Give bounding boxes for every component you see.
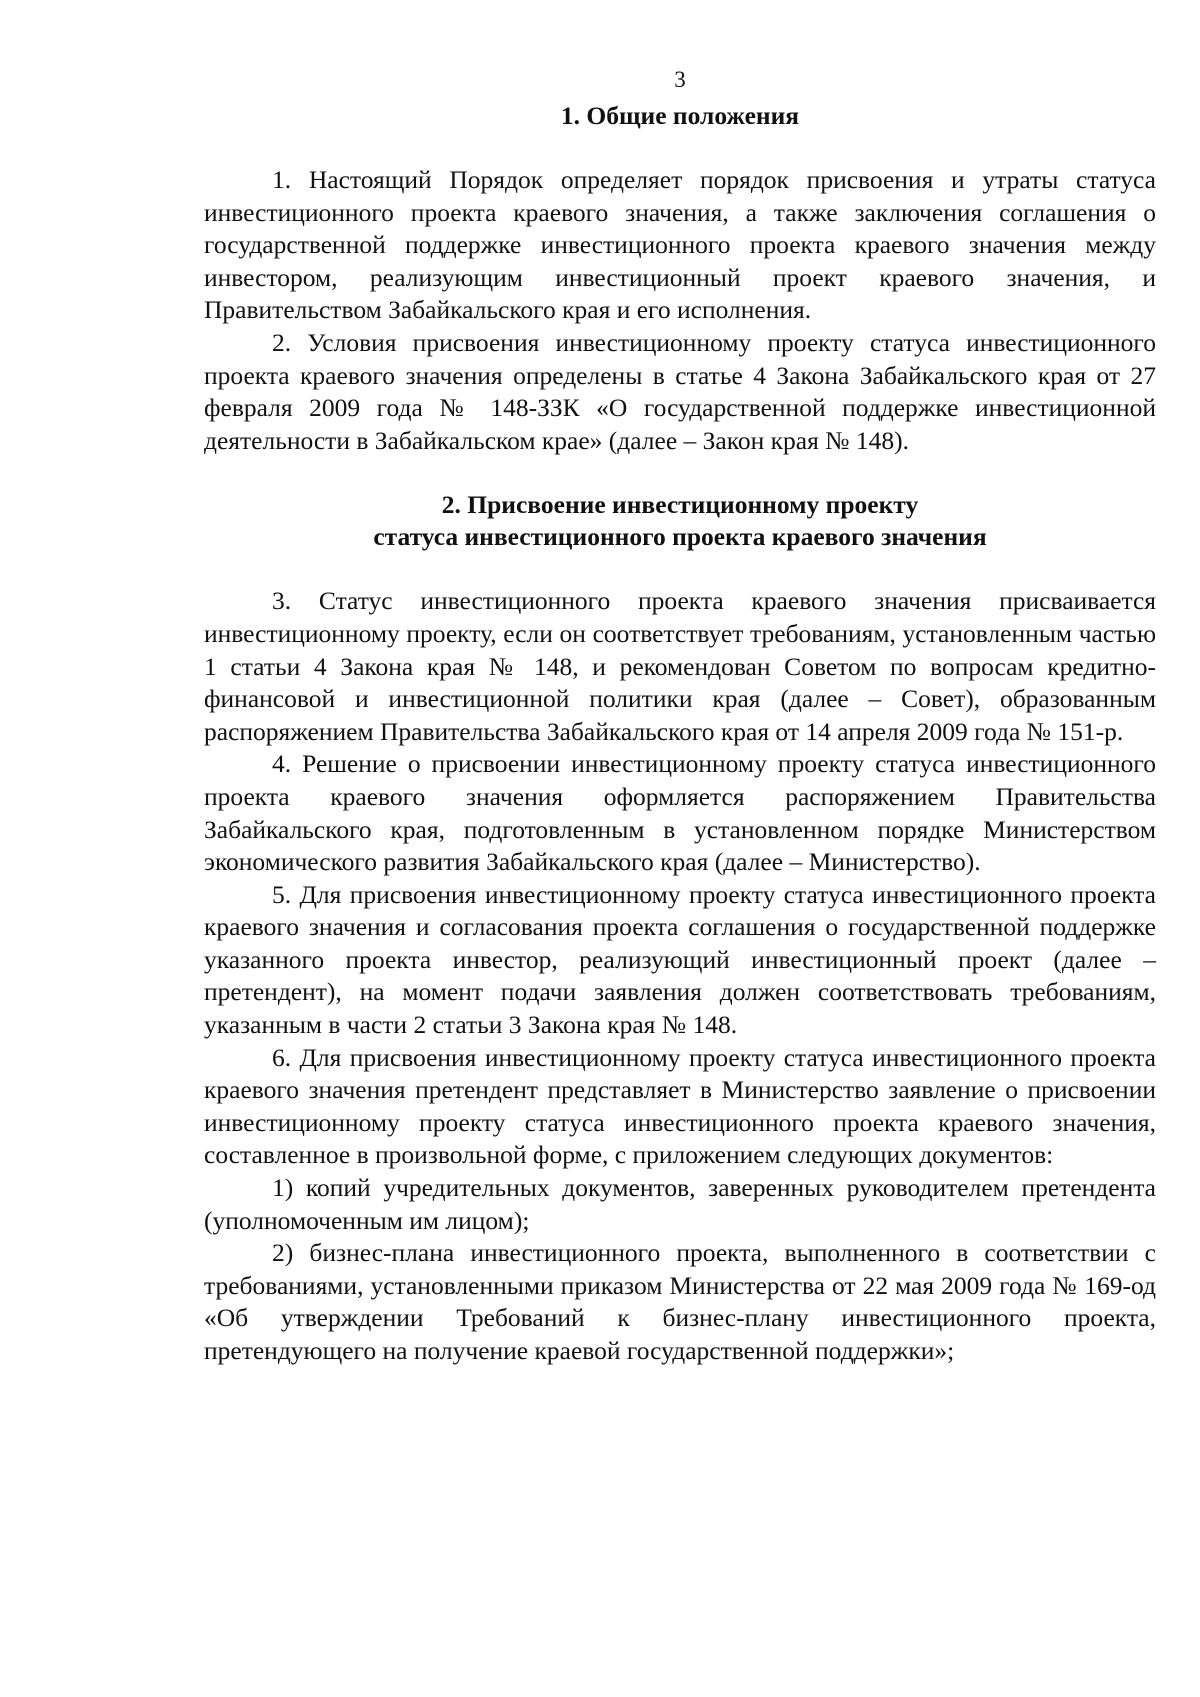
page-number: 3 (674, 67, 686, 92)
paragraph-2: 2. Условия присвоения инвестиционному проекту статуса инвестиционного проекта краевого значения определены в статье 4 Закона Забайкальского края от 27 февраля 2009 года № 148-ЗЗК «О государственной поддержке инвестиционной деятельности в Забайкальском крае» (далее – Закон края № 148). (204, 327, 1156, 455)
paragraph-1: 1. Настоящий Порядок определяет порядок присвоения и утраты статуса инвестиционного проекта краевого значения, а также заключения соглашения о государственной поддержке инвестиционного проекта краевого значения между инвестором, реализующим инвестиционный проект краевого значения, и Правительством Забайкальского края и его исполнения. (204, 165, 1156, 325)
paragraph-6: 6. Для присвоения инвестиционному проекту статуса инвестиционного проекта краевого значения претендент представляет в Министерство заявление о присвоении инвестиционному проекту статуса инвестиционного проекта краевого значения, составленное в произвольной форме, с приложением следующих документов: (204, 1042, 1156, 1170)
list-item-2: 2) бизнес-плана инвестиционного проекта, выполненного в соответствии с требованиями, установленными приказом Министерства от 22 мая 2009 года № 169-од «Об утверждении Требований к бизнес-плану инвестиционного проекта, претендующего на получение краевой государственной поддержки»; (204, 1238, 1156, 1365)
section-general-provisions (204, 100, 1156, 457)
paragraph-3: 3. Статус инвестиционного проекта краевого значения присваивается инвестиционному проекту, если он соответствует требованиям, установленным частью 1 статьи 4 Закона края № 148, и рекомендован Советом по вопросам кредитно-финансовой и инвестиционной политики края (далее – Совет), образованным распоряжением Правительства Забайкальского края от 14 апреля 2009 года № 151-р. (204, 586, 1156, 746)
list-item-1: 1) копий учредительных документов, заверенных руководителем претендента (уполномоченным им лицом); (204, 1173, 1156, 1235)
section-heading-line: статуса инвестиционного проекта краевого значения (373, 522, 987, 552)
section-heading-line: 1. Общие положения (560, 101, 800, 130)
paragraph-5: 5. Для присвоения инвестиционному проекту статуса инвестиционного проекта краевого значения и согласования проекта соглашения о государственной поддержке указанного проекта инвестор, реализующий инвестиционный проект (далее – претендент), на момент подачи заявления должен соответствовать требованиям, указанным в части 2 статьи 3 Закона края № 148. (204, 879, 1156, 1040)
section-status-assignment (204, 489, 1156, 1367)
section-heading (204, 100, 1156, 132)
section-heading (204, 489, 1156, 553)
paragraph-4: 4. Решение о присвоении инвестиционному проекту статуса инвестиционного проекта краевого значения оформляется распоряжением Правительства Забайкальского края, подготовленным в установленном порядке Министерством экономического развития Забайкальского края (далее – Министерство). (204, 749, 1156, 877)
section-heading-line: 2. Присвоение инвестиционному проекту (441, 490, 919, 520)
document-page (204, 66, 1156, 1368)
